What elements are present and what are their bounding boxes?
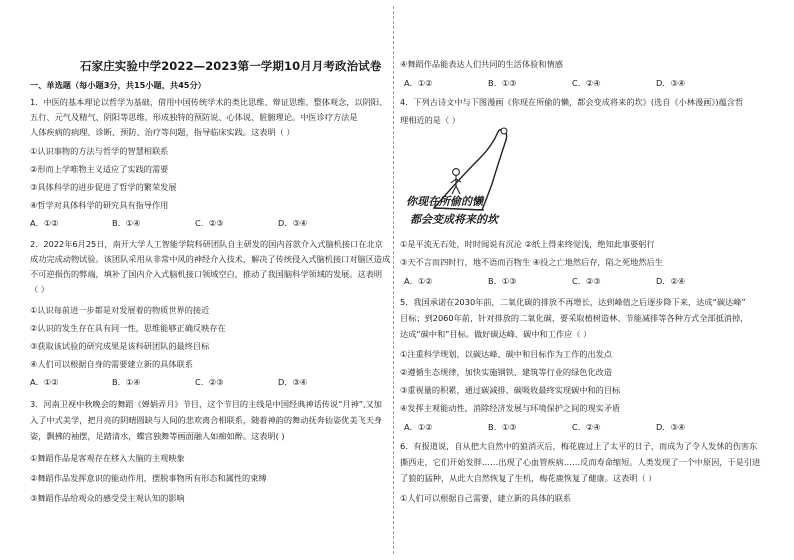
q3-line: 3．河南卫视中秋晚会的舞蹈《婵娟弄月》节目，这个节目的主线是中国经典神话传说“月神”,又加 bbox=[30, 399, 382, 409]
q2-line: （ ） bbox=[30, 284, 49, 294]
q4-option-d[interactable]: D．②④ bbox=[656, 276, 686, 286]
q1-choice: ①认识事物的方法与哲学的智慧相联系 bbox=[30, 146, 169, 156]
q4-option-b[interactable]: B．①③ bbox=[488, 276, 517, 286]
q5-option-b[interactable]: B．①③ bbox=[488, 422, 517, 432]
q5-line: 目标；到2060年前，针对排放的二氧化碳，要采取植树造林、节能减排等各种方式全部抵消掉， bbox=[400, 313, 749, 323]
comic-caption: 你现在所偷的懒 bbox=[406, 195, 483, 208]
q5-option-d[interactable]: D．③④ bbox=[656, 422, 686, 432]
person-head-icon bbox=[453, 169, 460, 176]
q5-choice: ④发挥主观能动性，消除经济发展与环境保护之间的现实矛盾 bbox=[400, 403, 621, 413]
q2-choice: ②认识的发生存在具有同一性，思维能够正确反映存在 bbox=[30, 323, 226, 333]
q3-option-d[interactable]: D．③④ bbox=[656, 78, 686, 88]
right-column bbox=[400, 0, 770, 560]
q3-line: 入了中式美学，把月亮的阴晴圆缺与人间的悲欢离合相联系，随着神韵的舞动抚奔仙姿优美飞天身 bbox=[30, 415, 383, 425]
q3-choice: ①舞蹈作品是客观存在移入大脑的主观映象 bbox=[30, 453, 185, 463]
q4-line: 理相近的是（ ） bbox=[400, 115, 460, 125]
q4-option-a[interactable]: A．①② bbox=[404, 276, 433, 286]
q2-option-b[interactable]: B．①④ bbox=[112, 377, 141, 387]
q6-line: 6．有报道说，自从把大自然中的狼消灭后，梅花鹿过上了太平的日子，而成为了令人发怵的伤害东 bbox=[400, 441, 758, 451]
q1-choice: ②形而上学唯物主义适应了实践的需要 bbox=[30, 164, 169, 174]
q5-choice: ①注重科学规划，以碳达峰、碳中和目标作为工作的出发点 bbox=[400, 349, 613, 359]
q2-choice: ③获取该试验的研究成果是该科研团队的最终目标 bbox=[30, 341, 210, 351]
q1-option-c[interactable]: C．②③ bbox=[195, 218, 224, 228]
q3-choice: ②舞蹈作品发挥意识的能动作用，摆脱事物所有形态和属性的束缚 bbox=[30, 473, 267, 483]
q2-option-a[interactable]: A．①② bbox=[30, 377, 59, 387]
q3-option-b[interactable]: B．①③ bbox=[488, 78, 517, 88]
pit-icon bbox=[501, 128, 507, 134]
q6-choice: ①人们可以根据自己需要，建立新的具体的联系 bbox=[400, 493, 572, 503]
q2-option-c[interactable]: C．②③ bbox=[195, 377, 224, 387]
comic-illustration bbox=[420, 118, 540, 258]
q3-option-a[interactable]: A．①② bbox=[404, 78, 433, 88]
left-column bbox=[30, 0, 391, 560]
q2-option-d[interactable]: D．③④ bbox=[278, 377, 308, 387]
q3-line: 姿，飘拂的袖摆，足踏清水，蝶宫独舞等画面融人如痴如醉。这表明( ) bbox=[30, 431, 285, 441]
q6-line: 了狼的猛种，从此大自然恢复了生机，梅花鹿恢复了健康。这表明（ ） bbox=[400, 473, 657, 483]
q4-option-c[interactable]: C．②③ bbox=[572, 276, 601, 286]
section-heading: 一、单选题（每小题3分，共15小题，共45分） bbox=[30, 80, 206, 90]
q2-choice: ④人们可以根据自身的需要建立新的具体联系 bbox=[30, 359, 193, 369]
q1-option-a[interactable]: A．①② bbox=[30, 218, 59, 228]
q4-choice: ①是平流无石处，时时闻说有沉沦 ②纸上得来终觉浅，绝知此事要躬行 bbox=[400, 239, 655, 249]
column-divider bbox=[393, 6, 394, 554]
q1-option-d[interactable]: D．③④ bbox=[278, 218, 308, 228]
q3-choice: ④舞蹈作品能表达人们共同的生活体验和情感 bbox=[400, 59, 563, 69]
q5-option-a[interactable]: A．①② bbox=[404, 422, 433, 432]
q6-line: 撕西走，它们开始发胖……出现了心血管疾病……反而寿命缩短。人类发现了一个中原因，于是引进 bbox=[400, 457, 761, 467]
q1-line: 五行、元气及精气、阴阳等思维，形成独特的预防说、心体说、脏腑理论。中医诊疗方法是 bbox=[30, 112, 358, 122]
q5-choice: ②遵循生态规律，加快实施钢铁、建筑等行业的绿色化改造 bbox=[400, 367, 613, 377]
q1-option-b[interactable]: B．①④ bbox=[112, 218, 141, 228]
q4-line: 4．下列古诗文中与下图漫画《你现在所偷的懒，都会变成将来的坎》(选自《小林漫画》)蕴含哲 bbox=[400, 97, 744, 107]
q2-line: 2．2022年6月25日，南开大学人工智能学院科研团队自主研发的国内首款介入式脑机接口在北京 bbox=[30, 239, 383, 249]
q1-line: 1．中医的基本理论以哲学为基础，借用中国传统学术的类比思维、辩证思维、整体观念，以阴阳、 bbox=[30, 97, 388, 107]
q5-line: 达成“碳中和”目标。做好碳达峰、碳中和工作应（ ） bbox=[400, 329, 592, 339]
q5-line: 5．我国承诺在2030年前，二氧化碳的排放不再增长，达到峰值之后逐步降下来，达成“碳达峰” bbox=[400, 297, 746, 307]
q2-choice: ①认识每前进一步都是对发展着的物质世界的接近 bbox=[30, 305, 210, 315]
q5-choice: ③重视量的积累，通过碳减排、碳吸收最终实现碳中和的目标 bbox=[400, 385, 621, 395]
q1-choice: ④哲学对具体科学的研究具有指导作用 bbox=[30, 200, 169, 210]
q1-choice: ③具体科学的进步促进了哲学的繁荣发展 bbox=[30, 182, 177, 192]
q3-choice: ③舞蹈作品给观众的感受受主观认知的影响 bbox=[30, 493, 185, 503]
comic-caption: 都会变成将来的坎 bbox=[410, 213, 498, 226]
q2-line: 不可逆损伤的弊端，填补了国内介入式脑机接口领域空白，推动了我国脑科学领域的发展。这表明 bbox=[30, 269, 383, 279]
q5-option-c[interactable]: C．②④ bbox=[572, 422, 601, 432]
q2-line: 成功完成动物试验。该团队采用从非常中风的神经介入技术，解决了传统侵入式脑机接口对脑区造成 bbox=[30, 254, 391, 264]
q3-option-c[interactable]: C．②④ bbox=[572, 78, 601, 88]
q1-line: 人体疾病的病理、诊断、预防、治疗等问题，指导临床实践。这表明（ ） bbox=[30, 127, 295, 137]
exam-title: 石家庄实验中学2022—2023第一学期10月月考政治试卷 bbox=[80, 59, 382, 73]
q4-choice: ③天不言而四时行，地不语而百物生 ④投之亡地然后存，陷之死地然后生 bbox=[400, 257, 663, 267]
